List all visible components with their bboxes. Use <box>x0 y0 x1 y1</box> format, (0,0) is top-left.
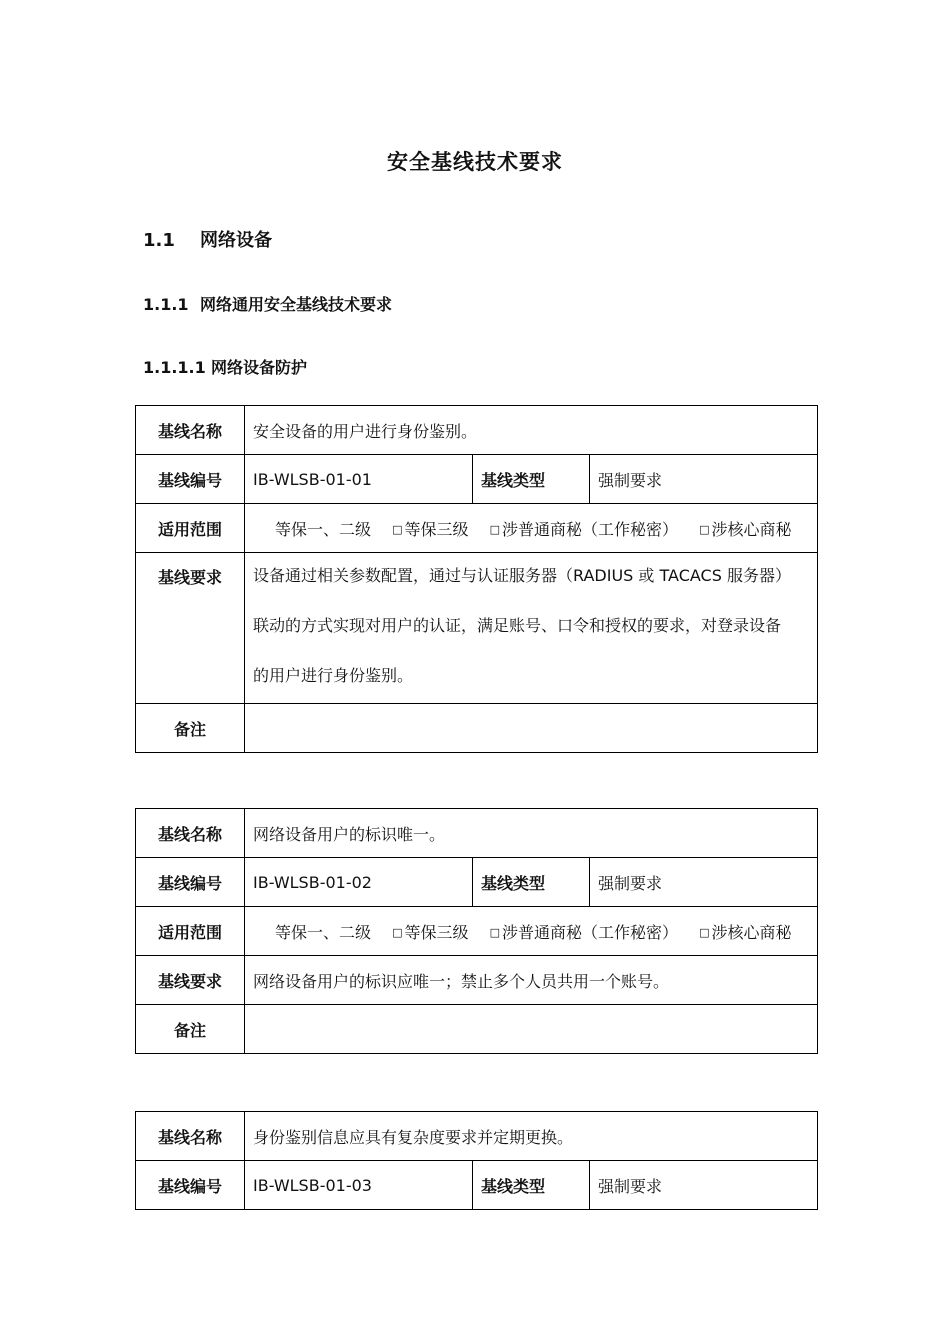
subsection-heading <box>143 292 392 315</box>
scope-label: 适用范围 <box>136 907 245 956</box>
baseline-note <box>245 704 818 753</box>
baseline-requirement <box>245 553 818 704</box>
checkbox-icon: □ <box>489 522 501 536</box>
req-label: 基线要求 <box>136 956 245 1005</box>
scope-options <box>245 504 818 553</box>
subsubsection-heading <box>143 355 307 378</box>
table-row <box>136 956 818 1005</box>
baseline-requirement <box>245 956 818 1005</box>
table-row <box>136 1112 818 1161</box>
scope-option: □ 涉普通商秘（工作秘密） <box>489 519 679 539</box>
subsubsection-title: 网络设备防护 <box>211 358 308 377</box>
scope-option: □ 涉普通商秘（工作秘密） <box>489 922 679 942</box>
baseline-type: 强制要求 <box>590 858 818 907</box>
baseline-table-2 <box>135 808 818 1054</box>
checkbox-icon: □ <box>392 522 403 536</box>
baseline-type: 强制要求 <box>590 455 818 504</box>
scope-option: □ 涉核心商秘 <box>699 922 792 942</box>
table-row <box>136 1161 818 1210</box>
scope-options <box>245 907 818 956</box>
subsection-title: 网络通用安全基线技术要求 <box>200 295 393 314</box>
name-label: 基线名称 <box>136 1112 245 1161</box>
id-label: 基线编号 <box>136 455 245 504</box>
section-title: 网络设备 <box>200 230 272 251</box>
table-row <box>136 406 818 455</box>
type-label: 基线类型 <box>473 1161 590 1210</box>
baseline-id: IB-WLSB-01-03 <box>245 1161 473 1210</box>
baseline-name: 安全设备的用户进行身份鉴别。 <box>245 406 818 455</box>
scope-option: □ 等保三级 <box>392 519 469 539</box>
table-row <box>136 704 818 753</box>
section-number: 1.1 <box>143 230 175 251</box>
checkbox-icon: □ <box>489 925 501 939</box>
req-label: 基线要求 <box>136 553 245 704</box>
baseline-id: IB-WLSB-01-02 <box>245 858 473 907</box>
scope-label: 适用范围 <box>136 504 245 553</box>
subsection-number: 1.1.1 <box>143 295 189 314</box>
name-label: 基线名称 <box>136 809 245 858</box>
baseline-name: 身份鉴别信息应具有复杂度要求并定期更换。 <box>245 1112 818 1161</box>
table-row <box>136 504 818 553</box>
type-label: 基线类型 <box>473 455 590 504</box>
baseline-table-1 <box>135 405 818 753</box>
requirement-line: 的用户进行身份鉴别。 <box>253 666 414 685</box>
table-row <box>136 907 818 956</box>
name-label: 基线名称 <box>136 406 245 455</box>
checkbox-icon: □ <box>392 925 403 939</box>
scope-option: 等保一、二级 <box>275 922 372 942</box>
table-row <box>136 858 818 907</box>
document-title: 安全基线技术要求 <box>387 150 563 174</box>
scope-option: □ 涉核心商秘 <box>699 519 792 539</box>
baseline-note <box>245 1005 818 1054</box>
table-row <box>136 809 818 858</box>
baseline-table-3 <box>135 1111 818 1210</box>
id-label: 基线编号 <box>136 858 245 907</box>
checkbox-icon: □ <box>699 522 710 536</box>
id-label: 基线编号 <box>136 1161 245 1210</box>
requirement-line: 设备通过相关参数配置，通过与认证服务器（RADIUS 或 TACACS 服务器） <box>253 566 791 585</box>
type-label: 基线类型 <box>473 858 590 907</box>
table-row <box>136 1005 818 1054</box>
subsubsection-number: 1.1.1.1 <box>143 358 206 377</box>
checkbox-icon: □ <box>699 925 710 939</box>
note-label: 备注 <box>136 704 245 753</box>
table-row <box>136 455 818 504</box>
note-label: 备注 <box>136 1005 245 1054</box>
requirement-line: 网络设备用户的标识应唯一；禁止多个人员共用一个账号。 <box>253 971 670 991</box>
baseline-name: 网络设备用户的标识唯一。 <box>245 809 818 858</box>
scope-option: 等保一、二级 <box>275 519 372 539</box>
scope-option: □ 等保三级 <box>392 922 469 942</box>
requirement-line: 联动的方式实现对用户的认证，满足账号、口令和授权的要求，对登录设备 <box>253 616 782 635</box>
section-heading <box>143 226 272 252</box>
table-row <box>136 553 818 704</box>
baseline-id: IB-WLSB-01-01 <box>245 455 473 504</box>
baseline-type: 强制要求 <box>590 1161 818 1210</box>
